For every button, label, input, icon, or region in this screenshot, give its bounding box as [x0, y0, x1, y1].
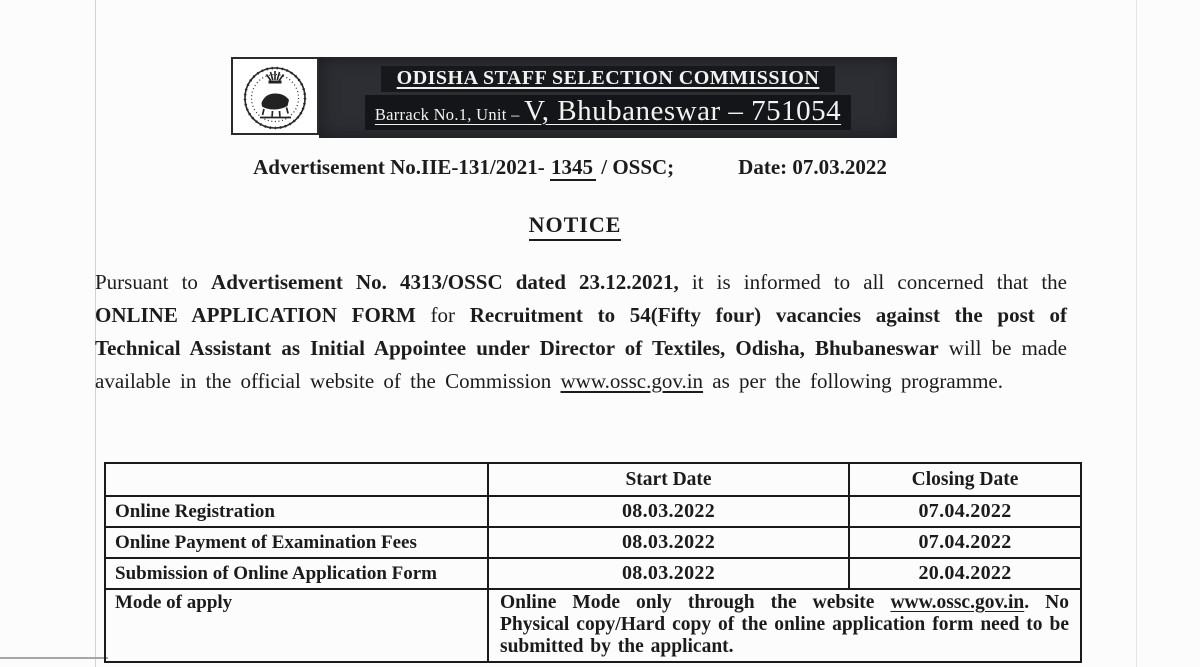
start-date-cell: 08.03.2022	[488, 496, 849, 527]
mode-seg: Online Mode only through the website	[500, 592, 891, 613]
row-label: Mode of apply	[105, 589, 488, 662]
header-blank-cell	[105, 463, 488, 496]
header-closing-date: Closing Date	[849, 463, 1081, 496]
advertisement-suffix: / OSSC;	[595, 155, 675, 179]
start-date-cell: 08.03.2022	[488, 527, 849, 558]
advertisement-line	[0, 155, 1140, 180]
commission-header	[231, 57, 897, 138]
notice-date: Date: 07.03.2022	[738, 155, 887, 179]
mode-of-apply-cell	[488, 589, 1081, 662]
advertisement-number	[253, 155, 674, 180]
website-link-text: www.ossc.gov.in	[890, 592, 1025, 613]
table-row-mode-of-apply	[105, 589, 1081, 662]
org-name: ODISHA STAFF SELECTION COMMISSION	[381, 66, 836, 92]
table-row-online-payment	[105, 527, 1081, 558]
row-label: Online Payment of Examination Fees	[105, 527, 488, 558]
state-emblem-icon	[239, 61, 311, 131]
para-seg: Pursuant to	[95, 270, 212, 294]
org-address	[365, 95, 851, 130]
header-start-date: Start Date	[488, 463, 849, 496]
mode-seg: . No Physical copy/Hard copy of the online application form need to be submitted by the applicant.	[500, 592, 1069, 657]
programme-table	[104, 462, 1082, 663]
header-banner	[319, 57, 897, 138]
address-main: V, Bhubaneswar – 751054	[524, 94, 842, 127]
para-seg-online-application-form: ONLINE APPLICATION FORM	[95, 303, 416, 327]
odisha-emblem-box	[231, 57, 319, 135]
para-seg-recruitment-details: Recruitment to 54(Fifty four) vacancies against the post of Technical Assistant as Initial Appointee under Director of Textiles, Odisha, Bhubaneswar	[95, 303, 1067, 360]
scan-margin-line-right	[1136, 0, 1137, 667]
table-header-row	[105, 463, 1081, 496]
row-label: Submission of Online Application Form	[105, 558, 488, 589]
advertisement-prefix: Advertisement No.IIE-131/2021-	[253, 155, 550, 179]
notice-heading-row	[0, 212, 1150, 241]
row-label: Online Registration	[105, 496, 488, 527]
advertisement-handwritten-number: 1345	[550, 155, 596, 181]
table-row-submission	[105, 558, 1081, 589]
scan-artifact-bottom	[0, 657, 108, 659]
para-seg: it is informed to all concerned that the	[678, 270, 1067, 294]
para-seg: for	[415, 303, 470, 327]
closing-date-cell: 07.04.2022	[849, 527, 1081, 558]
para-seg: will be made available in the official website of the Commission	[95, 336, 1067, 393]
para-seg: as per the following programme.	[703, 369, 1003, 393]
table-row-online-registration	[105, 496, 1081, 527]
notice-title: NOTICE	[529, 212, 622, 241]
closing-date-cell: 07.04.2022	[849, 496, 1081, 527]
address-prefix: Barrack No.1, Unit –	[374, 104, 525, 124]
notice-body-paragraph	[95, 266, 1067, 398]
website-link-text: www.ossc.gov.in	[560, 369, 704, 393]
closing-date-cell: 20.04.2022	[849, 558, 1081, 589]
para-seg-advertisement-ref: Advertisement No. 4313/OSSC dated 23.12.2021,	[211, 270, 679, 294]
start-date-cell: 08.03.2022	[488, 558, 849, 589]
